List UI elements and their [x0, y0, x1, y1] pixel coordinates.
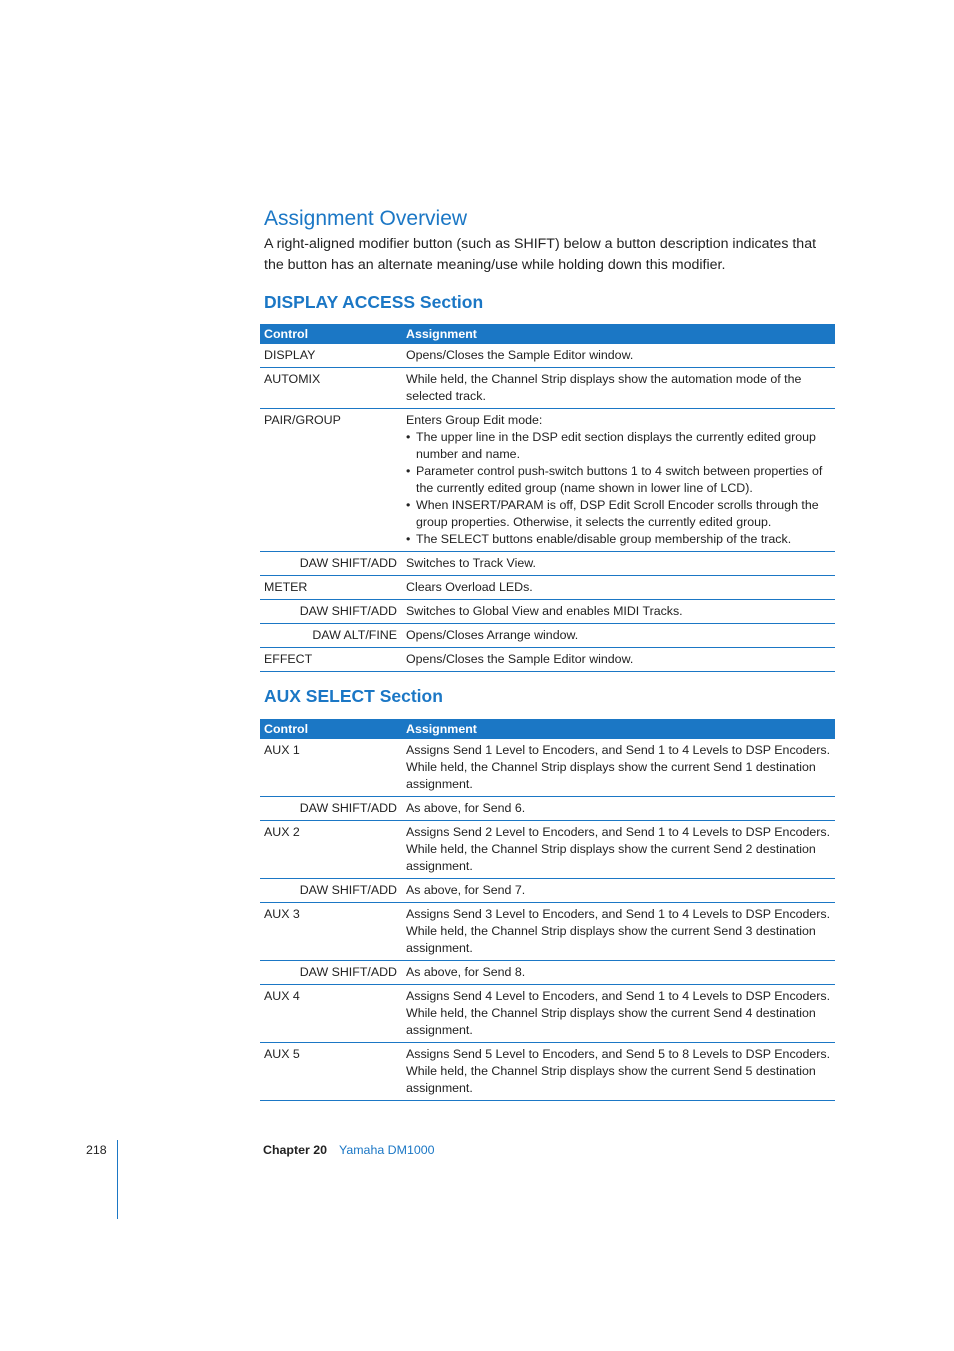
section-title-display-access: DISPLAY ACCESS Section [264, 292, 484, 312]
table-row [260, 797, 835, 821]
control-cell: AUX 5 [260, 1043, 402, 1101]
assignment-cell: Opens/Closes the Sample Editor window. [402, 648, 835, 672]
aux-select-table [260, 719, 835, 1101]
modifier-control-cell: DAW ALT/FINE [260, 624, 402, 648]
assignment-cell: As above, for Send 7. [402, 879, 835, 903]
bullet-item: • The SELECT buttons enable/disable group membership of the track. [406, 531, 831, 548]
table-row [260, 821, 835, 879]
column-header-control: Control [260, 324, 402, 344]
bullet-item: • The upper line in the DSP edit section displays the currently edited group number and name. [406, 429, 831, 463]
assignment-cell: Clears Overload LEDs. [402, 576, 835, 600]
display-access-table [260, 324, 835, 672]
bullet-list [406, 429, 831, 548]
table-row [260, 985, 835, 1043]
table-row [260, 552, 835, 576]
column-header-control: Control [260, 719, 402, 739]
assignment-cell: As above, for Send 6. [402, 797, 835, 821]
modifier-control-cell: DAW SHIFT/ADD [260, 600, 402, 624]
page-content [260, 205, 835, 1101]
assignment-cell: Switches to Track View. [402, 552, 835, 576]
assignment-cell: Opens/Closes the Sample Editor window. [402, 344, 835, 368]
control-cell: EFFECT [260, 648, 402, 672]
intro-paragraph: A right-aligned modifier button (such as SHIFT) below a button description indicates that the button has an alternate meaning/use while holding down this modifier. [264, 236, 817, 273]
table-row [260, 600, 835, 624]
assignment-cell: Opens/Closes Arrange window. [402, 624, 835, 648]
table-row [260, 879, 835, 903]
table-row [260, 648, 835, 672]
section-title-aux-select: AUX SELECT Section [264, 686, 443, 706]
column-header-assignment: Assignment [402, 324, 835, 344]
table-row [260, 739, 835, 797]
control-cell: AUTOMIX [260, 368, 402, 409]
control-cell: PAIR/GROUP [260, 409, 402, 552]
chapter-name: Yamaha DM1000 [339, 1143, 435, 1157]
page-number: 218 [86, 1143, 107, 1157]
column-header-assignment: Assignment [402, 719, 835, 739]
assignment-cell: Assigns Send 1 Level to Encoders, and Send 1 to 4 Levels to DSP Encoders. While held, the Channel Strip displays show the current Send 1 destination assignment. [402, 739, 835, 797]
footer-divider [117, 1140, 118, 1219]
table-row [260, 409, 835, 552]
table-row [260, 624, 835, 648]
assignment-intro: Enters Group Edit mode: [406, 413, 543, 427]
table-header-row [260, 719, 835, 739]
assignment-cell: Assigns Send 4 Level to Encoders, and Send 1 to 4 Levels to DSP Encoders. While held, the Channel Strip displays show the current Send 4 destination assignment. [402, 985, 835, 1043]
control-cell: METER [260, 576, 402, 600]
assignment-cell: While held, the Channel Strip displays show the automation mode of the selected track. [402, 368, 835, 409]
modifier-control-cell: DAW SHIFT/ADD [260, 879, 402, 903]
page-footer [0, 1140, 954, 1220]
control-cell: AUX 2 [260, 821, 402, 879]
table-row [260, 961, 835, 985]
bullet-item: • Parameter control push-switch buttons 1 to 4 switch between properties of the currently edited group (name shown in lower line of LCD). [406, 463, 831, 497]
modifier-control-cell: DAW SHIFT/ADD [260, 961, 402, 985]
assignment-cell [402, 409, 835, 552]
assignment-cell: Assigns Send 2 Level to Encoders, and Send 1 to 4 Levels to DSP Encoders. While held, the Channel Strip displays show the current Send 2 destination assignment. [402, 821, 835, 879]
table-row [260, 368, 835, 409]
control-cell: DISPLAY [260, 344, 402, 368]
control-cell: AUX 3 [260, 903, 402, 961]
assignment-cell: Assigns Send 5 Level to Encoders, and Send 5 to 8 Levels to DSP Encoders. While held, the Channel Strip displays show the current Send 5 destination assignment. [402, 1043, 835, 1101]
bullet-item: • When INSERT/PARAM is off, DSP Edit Scroll Encoder scrolls through the group properties. Otherwise, it selects the currently edited group. [406, 497, 831, 531]
modifier-control-cell: DAW SHIFT/ADD [260, 797, 402, 821]
modifier-control-cell: DAW SHIFT/ADD [260, 552, 402, 576]
table-row [260, 903, 835, 961]
table-row [260, 344, 835, 368]
assignment-cell: Assigns Send 3 Level to Encoders, and Send 1 to 4 Levels to DSP Encoders. While held, the Channel Strip displays show the current Send 3 destination assignment. [402, 903, 835, 961]
assignment-cell: As above, for Send 8. [402, 961, 835, 985]
control-cell: AUX 1 [260, 739, 402, 797]
table-row [260, 1043, 835, 1101]
table-header-row [260, 324, 835, 344]
page-title: Assignment Overview [264, 207, 468, 230]
assignment-cell: Switches to Global View and enables MIDI Tracks. [402, 600, 835, 624]
chapter-label: Chapter 20 [263, 1143, 328, 1157]
table-row [260, 576, 835, 600]
control-cell: AUX 4 [260, 985, 402, 1043]
